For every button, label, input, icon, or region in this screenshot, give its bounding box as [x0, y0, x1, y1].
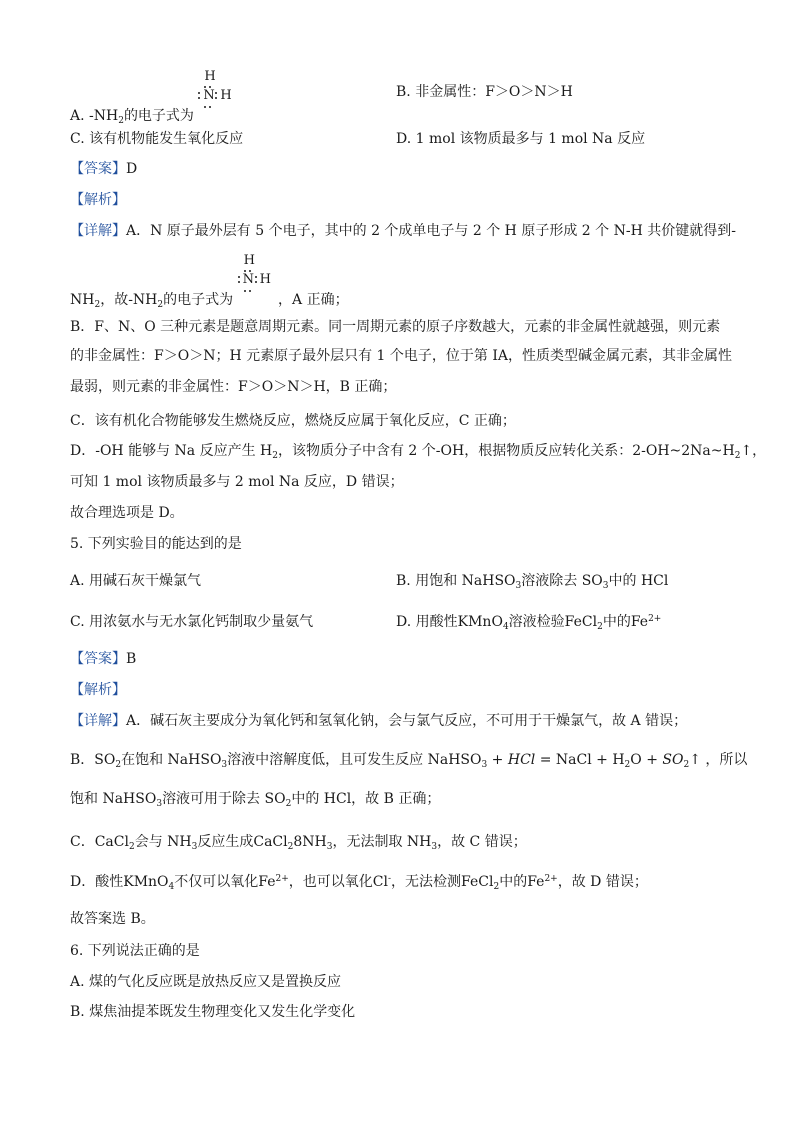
q4-detail-line5: 最弱，则元素的非金属性：F＞O＞N＞H，B 正确； — [70, 379, 397, 395]
q5-detail-line2: B．$SO_2$在饱和 NaHSO$_3$溶液中溶解度低，且可发生反应 NaHSO$_3$ + HCl = NaCl + $H_2O$ + $SO_2↑$ ，所以 — [70, 752, 748, 770]
q5-detail-line6: 故答案选 B。 — [70, 911, 155, 927]
q5-option-d: D. 用酸性KMnO$_4$溶液检验FeCl$_2$中的$Fe^{2+}$ — [396, 614, 662, 632]
q5-stem: 5. 下列实验目的能达到的是 — [70, 536, 242, 552]
q4-detail-line8: 可知 1 mol 该物质最多与 2 mol Na 反应，D 错误； — [70, 474, 404, 490]
q5-detail-line4: C．CaCl$_2$会与 $NH_3$反应生成$CaCl_28NH_3$，无法制取 $NH_3$，故 C 错误； — [70, 834, 527, 852]
q5-answer: 【答案】B — [70, 651, 137, 667]
q5-option-a: A. 用碱石灰干燥氯气 — [70, 573, 202, 589]
q4-detail-line7: D．-OH 能够与 Na 反应产生 $H_2$，该物质分子中含有 2 个-OH，根据物质反应转化关系：$2-OH\sim 2Na\sim H_2↑$， — [70, 443, 767, 461]
q4-option-b: B. 非金属性：F＞O＞N＞H — [396, 84, 573, 100]
q4-option-c: C. 该有机物能发生氧化反应 — [70, 131, 244, 147]
q4-analysis-tag: 【解析】 — [70, 192, 126, 208]
q4-option-a: A. $-NH_2$的电子式为 H N H — [70, 86, 236, 126]
q4-detail-line3: B．F、N、O 三种元素是题意周期元素。同一周期元素的原子序数越大，元素的非金属性就越强，则元素 — [70, 319, 721, 335]
q5-detail-line3: 饱和 NaHSO$_3$溶液可用于除去 $SO_2$中的 HCl，故 B 正确； — [70, 791, 441, 809]
q4-option-d: D. 1 mol 该物质最多与 1 mol Na 反应 — [396, 131, 646, 147]
q5-analysis-tag: 【解析】 — [70, 682, 126, 698]
q5-option-b: B. 用饱和 NaHSO$_3$溶液除去 $SO_3$中的 HCl — [396, 573, 669, 591]
q4-detail-line9: 故合理选项是 D。 — [70, 505, 184, 521]
q4-detail-line2: $NH_2$，故$-NH_2$的电子式为 H N H ，A 正确； — [70, 253, 349, 310]
q6-option-b: B. 煤焦油提苯既发生物理变化又发生化学变化 — [70, 1004, 356, 1020]
q4-answer: 【答案】D — [70, 161, 138, 177]
q5-detail-line5: D．酸性KMnO$_4$不仅可以氧化$Fe^{2+}$，也可以氧化Cl-，无法检测FeCl$_2$中的$Fe^{2+}$，故 D 错误； — [70, 874, 648, 892]
q4-detail-line1: 【详解】A．N 原子最外层有 5 个电子，其中的 2 个成单电子与 2 个 H 原子形成 2 个 N-H 共价键就得到- — [70, 223, 736, 239]
q4-detail-line6: C．该有机化合物能够发生燃烧反应，燃烧反应属于氧化反应，C 正确； — [70, 413, 516, 429]
q6-stem: 6. 下列说法正确的是 — [70, 943, 200, 959]
q5-detail-line1: 【详解】A．碱石灰主要成分为氧化钙和氢氧化钠，会与氯气反应，不可用于干燥氯气，故 A 错误； — [70, 713, 688, 729]
nh2-electron-formula-detail: H N H — [238, 270, 274, 310]
q4-detail-line4: 的非金属性：F＞O＞N；H 元素原子最外层只有 1 个电子，位于第 IA，性质类型碱金属元素，其非金属性 — [70, 348, 732, 364]
nh2-electron-formula: H N H — [198, 86, 236, 126]
reaction-equation: NaHSO$_3$ + HCl = NaCl + $H_2O$ + $SO_2↑$ — [427, 752, 701, 770]
q5-option-c: C. 用浓氨水与无水氯化钙制取少量氨气 — [70, 614, 314, 630]
q6-option-a: A. 煤的气化反应既是放热反应又是置换反应 — [70, 974, 342, 990]
